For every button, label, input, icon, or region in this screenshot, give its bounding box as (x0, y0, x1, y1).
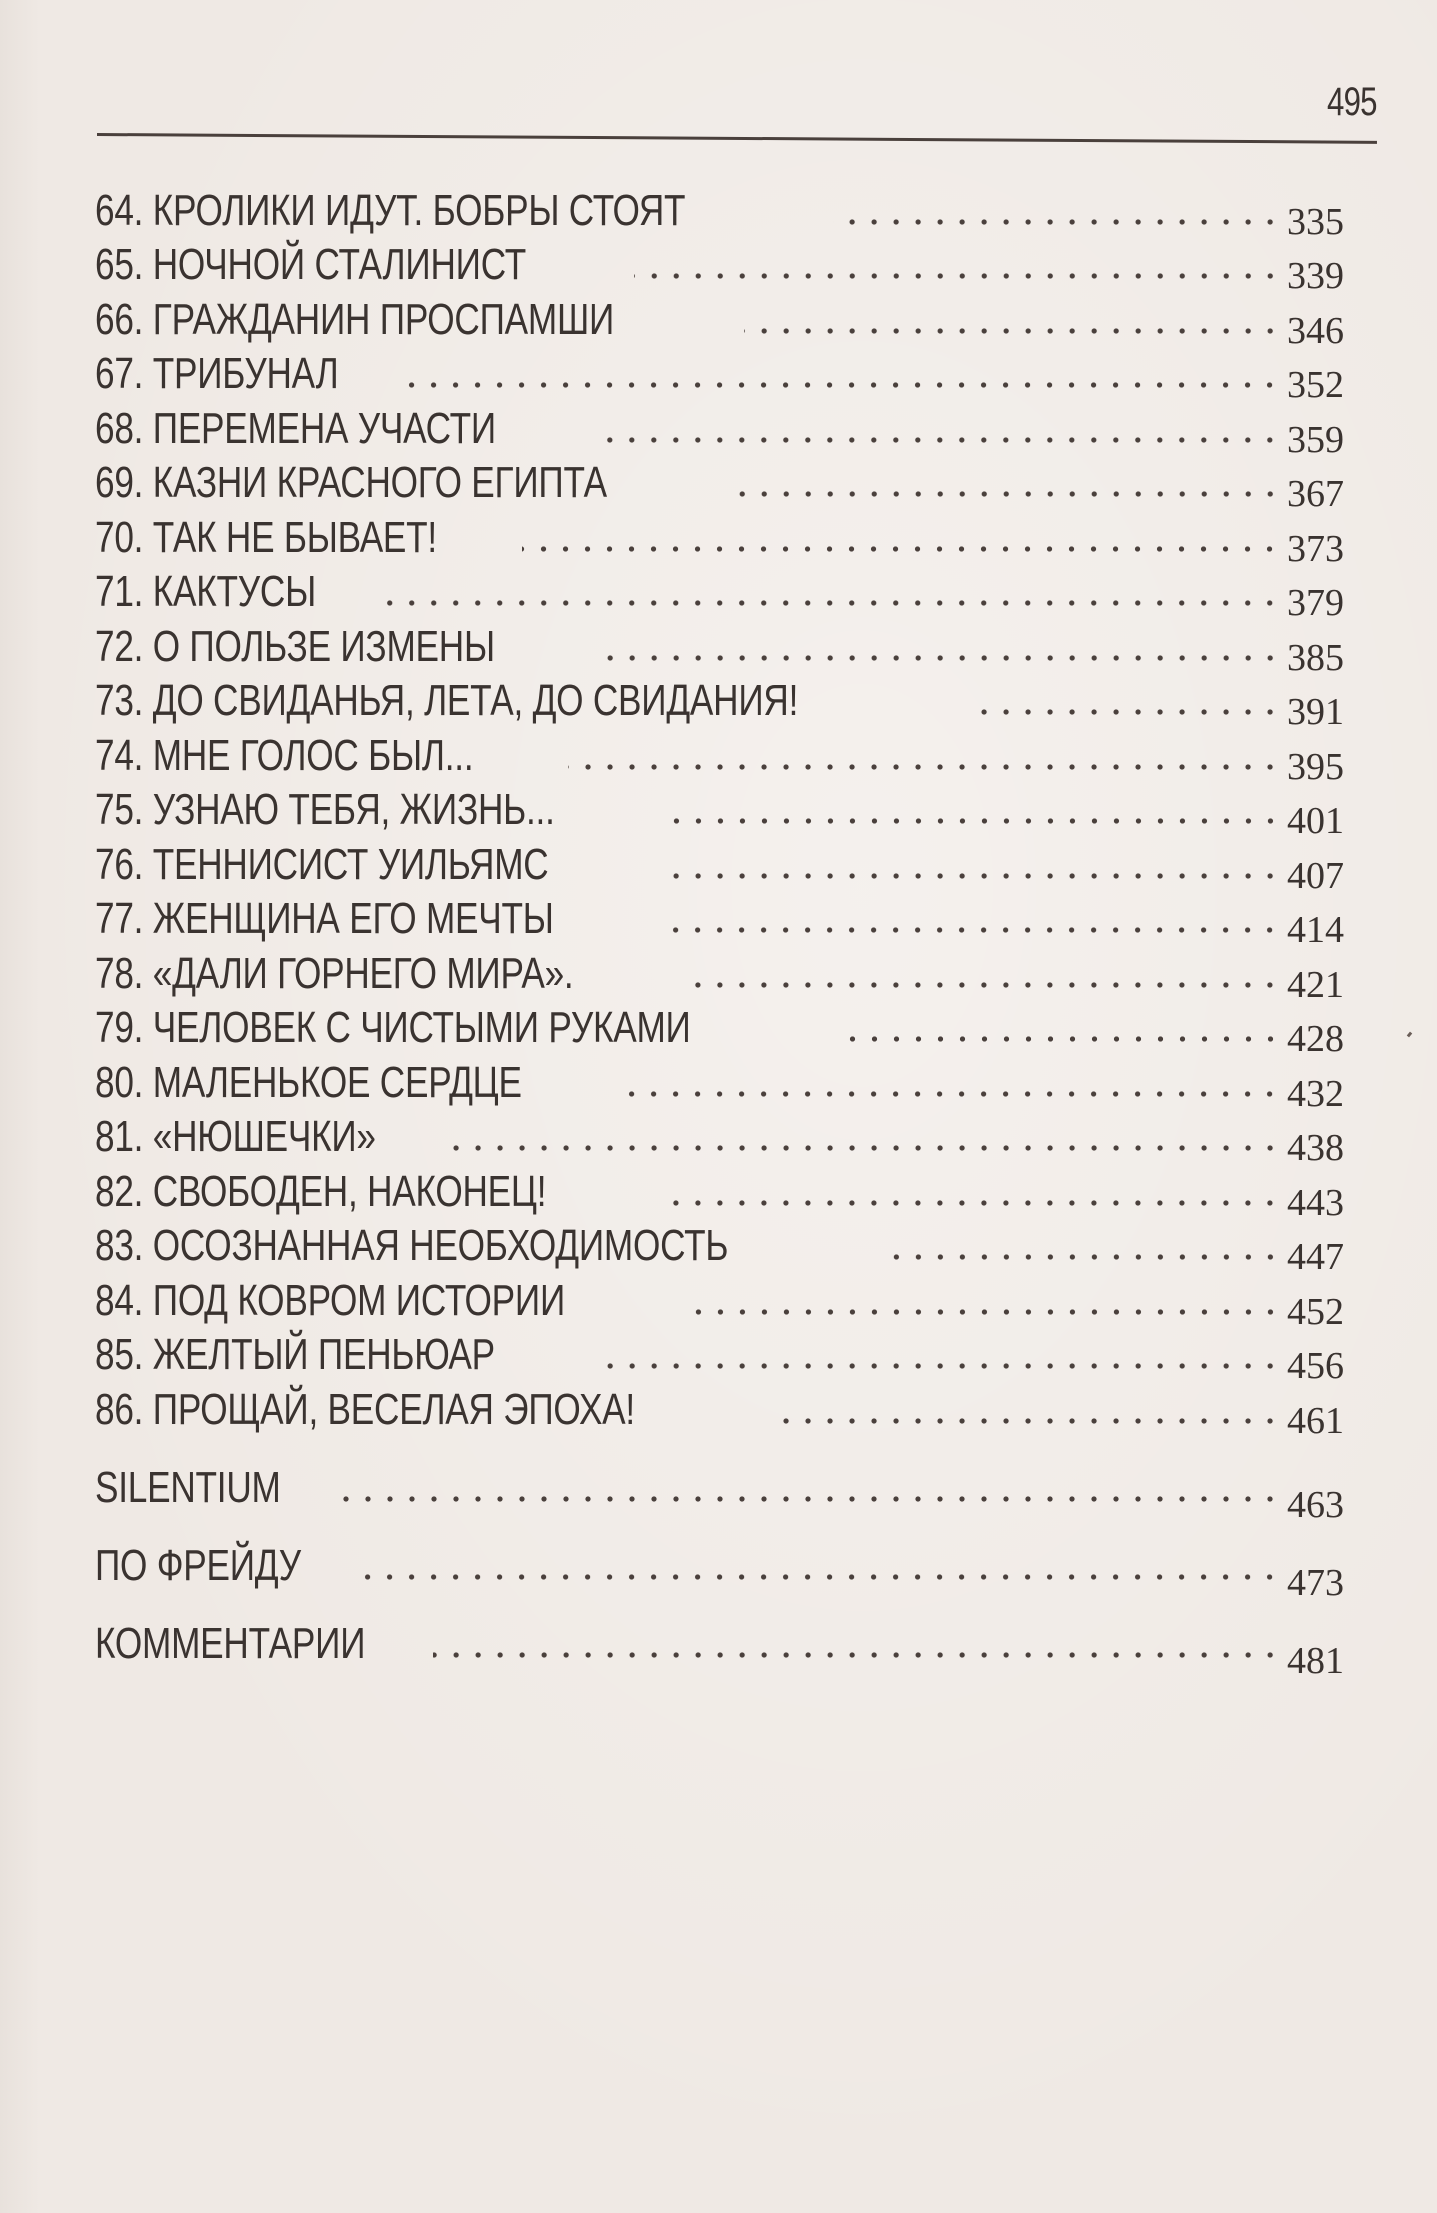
toc-entry-title: 79. ЧЕЛОВЕК С ЧИСТЫМИ РУКАМИ (95, 1003, 691, 1052)
toc-entry-title: 75. УЗНАЮ ТЕБЯ, ЖИЗНЬ... (95, 785, 555, 834)
toc-entry-page: 432 (1287, 1072, 1344, 1115)
dot-leader (522, 544, 1281, 554)
toc-entry-title: 66. ГРАЖДАНИН ПРОСПАМШИ (95, 294, 615, 344)
toc-entry-page: 421 (1287, 963, 1344, 1006)
toc-section-page: 473 (1287, 1561, 1344, 1604)
toc-entry (95, 1214, 1357, 1278)
dot-leader (974, 707, 1281, 717)
page-number: 495 (1327, 80, 1377, 124)
toc-entry (95, 941, 1357, 1006)
toc-entry (95, 723, 1357, 788)
toc-entry-title: 82. СВОБОДЕН, НАКОНЕЦ! (95, 1166, 547, 1216)
toc-entry-page: 385 (1287, 636, 1344, 679)
toc-entry (95, 178, 1357, 243)
toc-entry-title: 80. МАЛЕНЬКОЕ СЕРДЦЕ (95, 1057, 522, 1107)
dot-leader (735, 489, 1281, 499)
toc-entry (95, 451, 1357, 515)
toc-entry-title: 65. НОЧНОЙ СТАЛИНИСТ (95, 240, 526, 289)
toc-entry-page: 456 (1287, 1345, 1344, 1387)
toc-entry-title: 76. ТЕННИСИСТ УИЛЬЯМС (95, 839, 549, 889)
page-header (97, 60, 1377, 140)
dot-leader (595, 1361, 1281, 1371)
toc-entry-title: 85. ЖЕЛТЫЙ ПЕНЬЮАР (95, 1330, 495, 1379)
header-rule (97, 133, 1377, 144)
dot-leader (595, 653, 1281, 663)
dot-leader (693, 980, 1281, 990)
toc-entry (95, 505, 1357, 570)
toc-entry (95, 233, 1357, 297)
toc-entry (95, 1159, 1357, 1224)
toc-entry-title: 68. ПЕРЕМЕНА УЧАСТИ (95, 403, 496, 453)
toc-entry (95, 1050, 1357, 1115)
dot-leader (683, 1307, 1281, 1317)
toc-entry (95, 1323, 1357, 1387)
toc-entry-page: 373 (1287, 527, 1344, 570)
toc-entry-page: 367 (1287, 473, 1344, 515)
toc-entry-title: 72. О ПОЛЬЗЕ ИЗМЕНЫ (95, 621, 495, 671)
dot-leader (840, 1034, 1282, 1044)
dot-leader (833, 217, 1281, 227)
toc-entry (95, 287, 1357, 352)
dot-leader (327, 1494, 1281, 1504)
toc-entry-page: 447 (1287, 1236, 1344, 1278)
toc-entry (95, 669, 1357, 733)
stray-ink-mark (1407, 1032, 1413, 1038)
toc-section-kommentarii (95, 1610, 1357, 1682)
toc-entry (95, 832, 1357, 897)
toc-section-title: ПО ФРЕЙДУ (95, 1540, 301, 1590)
dot-leader (628, 1089, 1281, 1099)
toc-entry-title: 86. ПРОЩАЙ, ВЕСЕЛАЯ ЭПОХА! (95, 1384, 635, 1434)
toc-entry-title: 67. ТРИБУНАЛ (95, 349, 339, 398)
toc-entry-title: 74. МНЕ ГОЛОС БЫЛ... (95, 730, 474, 780)
dot-leader (770, 1416, 1281, 1426)
toc-entry-title: 78. «ДАЛИ ГОРНЕГО МИРА». (95, 948, 574, 998)
dot-leader (634, 271, 1281, 281)
toc-entry (95, 1105, 1357, 1169)
dot-leader (568, 762, 1281, 772)
toc-entry-title: 69. КАЗНИ КРАСНОГО ЕГИПТА (95, 458, 607, 507)
toc-section-page: 481 (1287, 1639, 1344, 1682)
toc-entry-page: 443 (1287, 1181, 1344, 1224)
toc-section-po-freidu (95, 1532, 1357, 1604)
dot-leader (670, 816, 1281, 826)
toc-entry-page: 352 (1287, 364, 1344, 406)
toc-entry-page: 461 (1287, 1399, 1344, 1442)
toc-entry (95, 996, 1357, 1060)
toc-entry-page: 391 (1287, 691, 1344, 733)
toc-entry (95, 614, 1357, 679)
toc-entry-title: 83. ОСОЗНАННАЯ НЕОБХОДИМОСТЬ (95, 1221, 729, 1270)
toc-entry-title: 73. ДО СВИДАНЬЯ, ЛЕТА, ДО СВИДАНИЯ! (95, 676, 799, 725)
toc-entry-page: 438 (1287, 1127, 1344, 1169)
toc-entry-page: 395 (1287, 745, 1344, 788)
toc-entry (95, 1377, 1357, 1442)
toc-entry-title: 70. ТАК НЕ БЫВАЕТ! (95, 512, 437, 562)
toc-entry-page: 335 (1287, 200, 1344, 243)
table-of-contents (95, 178, 1357, 1682)
dot-leader (662, 871, 1281, 881)
dot-leader (352, 1572, 1281, 1582)
toc-entry-page: 359 (1287, 418, 1344, 461)
toc-entry-page: 401 (1287, 800, 1344, 842)
dot-leader (668, 925, 1281, 935)
toc-entry-page: 407 (1287, 854, 1344, 897)
dot-leader (433, 1650, 1281, 1660)
toc-entry (95, 778, 1357, 842)
toc-section-title: КОММЕНТАРИИ (95, 1618, 366, 1668)
toc-entry-title: 64. КРОЛИКИ ИДУТ. БОБРЫ СТОЯТ (95, 185, 686, 235)
toc-entry (95, 560, 1357, 624)
toc-section-title: SILENTIUM (95, 1462, 281, 1512)
toc-section-silentium (95, 1454, 1357, 1526)
toc-entry-title: 81. «НЮШЕЧКИ» (95, 1112, 376, 1161)
toc-entry-page: 346 (1287, 309, 1344, 352)
toc-entry-title: 71. КАКТУСЫ (95, 567, 317, 616)
toc-entry-title: 84. ПОД КОВРОМ ИСТОРИИ (95, 1275, 566, 1325)
toc-entry-page: 379 (1287, 582, 1344, 624)
toc-entry (95, 887, 1357, 951)
toc-entry-page: 428 (1287, 1018, 1344, 1060)
toc-entry-page: 339 (1287, 255, 1344, 297)
toc-entry-page: 452 (1287, 1290, 1344, 1333)
toc-entry (95, 1268, 1357, 1333)
dot-leader (446, 1143, 1281, 1153)
dot-leader (887, 1252, 1281, 1262)
toc-entry (95, 342, 1357, 406)
dot-leader (596, 435, 1281, 445)
toc-entry-title: 77. ЖЕНЩИНА ЕГО МЕЧТЫ (95, 894, 554, 943)
dot-leader (399, 380, 1281, 390)
dot-leader (371, 598, 1281, 608)
toc-entry (95, 396, 1357, 461)
toc-section-page: 463 (1287, 1483, 1344, 1526)
dot-leader (659, 1198, 1281, 1208)
toc-entry-page: 414 (1287, 909, 1344, 951)
dot-leader (744, 326, 1281, 336)
